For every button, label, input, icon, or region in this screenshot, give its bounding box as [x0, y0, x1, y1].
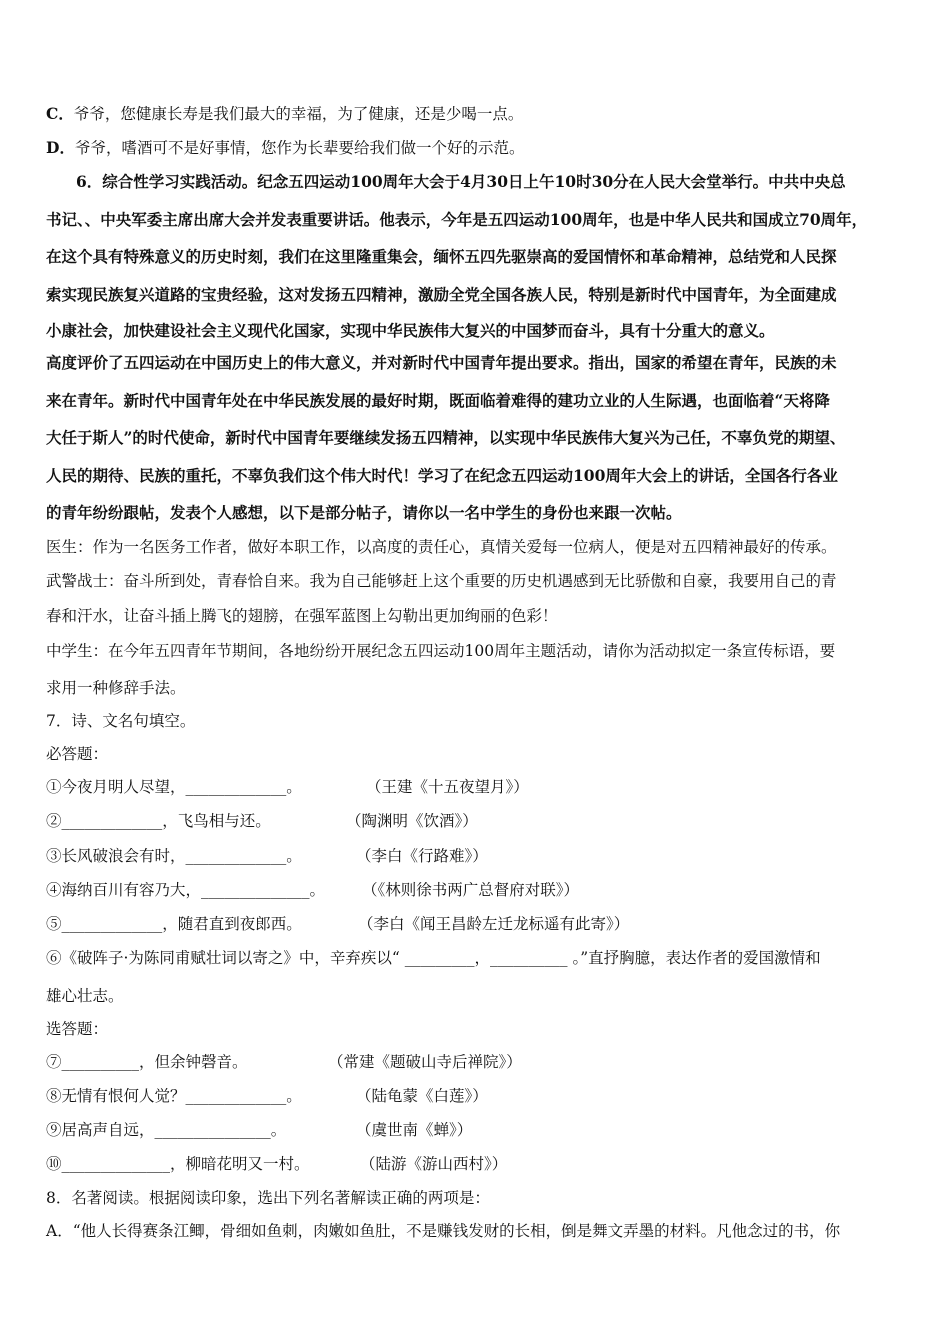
- q6-post: 武警战士：奋斗所到处，青春恰自来。我为自己能够赶上这个重要的历史机遇感到无比骄傲和自豪，我要用自己的青: [46, 572, 837, 590]
- fill-blank-item: ⑥《破阵子·为陈同甫赋壮词以寄之》中，辛弃疾以“ _________，__________ 。”直抒胸臆，表达作者的爱国激情和: [46, 949, 821, 967]
- option-c: [46, 104, 523, 124]
- citation: （李白《行路难》）: [356, 847, 488, 865]
- citation: （《林则徐书两广总督府对联》）: [362, 881, 580, 899]
- citation: （虞世南《蝉》）: [356, 1121, 473, 1139]
- q6-post: 医生：作为一名医务工作者，做好本职工作，以高度的责任心，真情关爱每一位病人，便是对五四精神最好的传承。: [46, 538, 837, 556]
- q8-title: 8．名著阅读。根据阅读印象，选出下列名著解读正确的两项是：: [46, 1189, 490, 1207]
- q7-required-label: 必答题：: [46, 745, 109, 763]
- q6-post: 春和汗水，让奋斗插上腾飞的翅膀，在强军蓝图上勾勒出更加绚丽的色彩！: [46, 607, 558, 625]
- option-text: 爷爷，嗜酒可不是好事情，您作为长辈要给我们做一个好的示范。: [74, 139, 525, 157]
- q6-line: 人民的期待、民族的重托，不辜负我们这个伟大时代！学习了在纪念五四运动100周年大会上的讲话，全国各行各业: [46, 466, 838, 485]
- q6-line: 索实现民族复兴道路的宝贵经验，这对发扬五四精神，激励全党全国各族人民，特别是新时代中国青年，为全面建成: [46, 285, 837, 304]
- q6-line: 大任于斯人”的时代使命，新时代中国青年要继续发扬五四精神，以实现中华民族伟大复兴为己任，不辜负党的期望、: [46, 428, 846, 447]
- q6-post: 中学生：在今年五四青年节期间，各地纷纷开展纪念五四运动100周年主题活动，请你为活动拟定一条宣传标语，要: [46, 642, 836, 660]
- fill-blank-item: ③长风破浪会有时，_____________。: [46, 847, 302, 865]
- q6-line: 6．综合性学习实践活动。纪念五四运动100周年大会于4月30日上午10时30分在人民大会堂举行。中共中央总: [76, 172, 846, 191]
- fill-blank-item: ⑩______________，柳暗花明又一村。: [46, 1155, 310, 1173]
- citation: （常建《题破山寺后禅院》）: [328, 1053, 522, 1071]
- citation: （陶渊明《饮酒》）: [346, 812, 478, 830]
- q7-optional-label: 选答题：: [46, 1020, 109, 1038]
- q6-line: 在这个具有特殊意义的历史时刻，我们在这里隆重集会，缅怀五四先驱崇高的爱国情怀和革命精神，总结党和人民探: [46, 247, 837, 266]
- option-d: [46, 138, 524, 158]
- q7-title: 7．诗、文名句填空。: [46, 712, 196, 730]
- option-letter: C．: [46, 104, 74, 123]
- q6-line: 小康社会，加快建设社会主义现代化国家，实现中华民族伟大复兴的中国梦而奋斗，具有十分重大的意义。: [46, 321, 775, 340]
- q6-line: 书记、、中央军委主席出席大会并发表重要讲话。他表示，今年是五四运动100周年，也是中华人民共和国成立70周年，: [46, 210, 868, 229]
- fill-blank-item: ①今夜月明人尽望，_____________。: [46, 778, 302, 796]
- q6-post: 求用一种修辞手法。: [46, 679, 186, 697]
- fill-blank-item-cont: 雄心壮志。: [46, 987, 124, 1005]
- fill-blank-item: ⑧无情有恨何人觉？_____________。: [46, 1087, 302, 1105]
- citation: （陆游《游山西村》）: [360, 1155, 508, 1173]
- q6-line: 的青年纷纷跟帖，发表个人感想，以下是部分帖子，请你以一名中学生的身份也来跟一次帖。: [46, 503, 682, 522]
- fill-blank-item: ④海纳百川有容乃大，______________。: [46, 881, 326, 899]
- citation: （李白《闻王昌龄左迁龙标遥有此寄》）: [358, 915, 630, 933]
- q8-option-a: A．“他人长得赛条江鲫，骨细如鱼刺，肉嫩如鱼肚，不是赚钱发财的长相，倒是舞文弄墨的材料。凡他念过的书，你: [46, 1222, 841, 1240]
- q6-line: 来在青年。新时代中国青年处在中华民族发展的最好时期，既面临着难得的建功立业的人生际遇，也面临着“天将降: [46, 391, 830, 410]
- option-text: 爷爷，您健康长寿是我们最大的幸福，为了健康，还是少喝一点。: [73, 105, 524, 123]
- citation: （王建《十五夜望月》）: [366, 778, 529, 796]
- fill-blank-item: ⑦__________，但余钟磬音。: [46, 1053, 248, 1071]
- fill-blank-item: ②_____________，飞鸟相与还。: [46, 812, 271, 830]
- q6-line: 高度评价了五四运动在中国历史上的伟大意义，并对新时代中国青年提出要求。指出，国家的希望在青年，民族的未: [46, 353, 837, 372]
- option-letter: D．: [46, 138, 75, 157]
- citation: （陆龟蒙《白莲》）: [356, 1087, 488, 1105]
- fill-blank-item: ⑤_____________，随君直到夜郎西。: [46, 915, 302, 933]
- fill-blank-item: ⑨居高声自远，_______________。: [46, 1121, 287, 1139]
